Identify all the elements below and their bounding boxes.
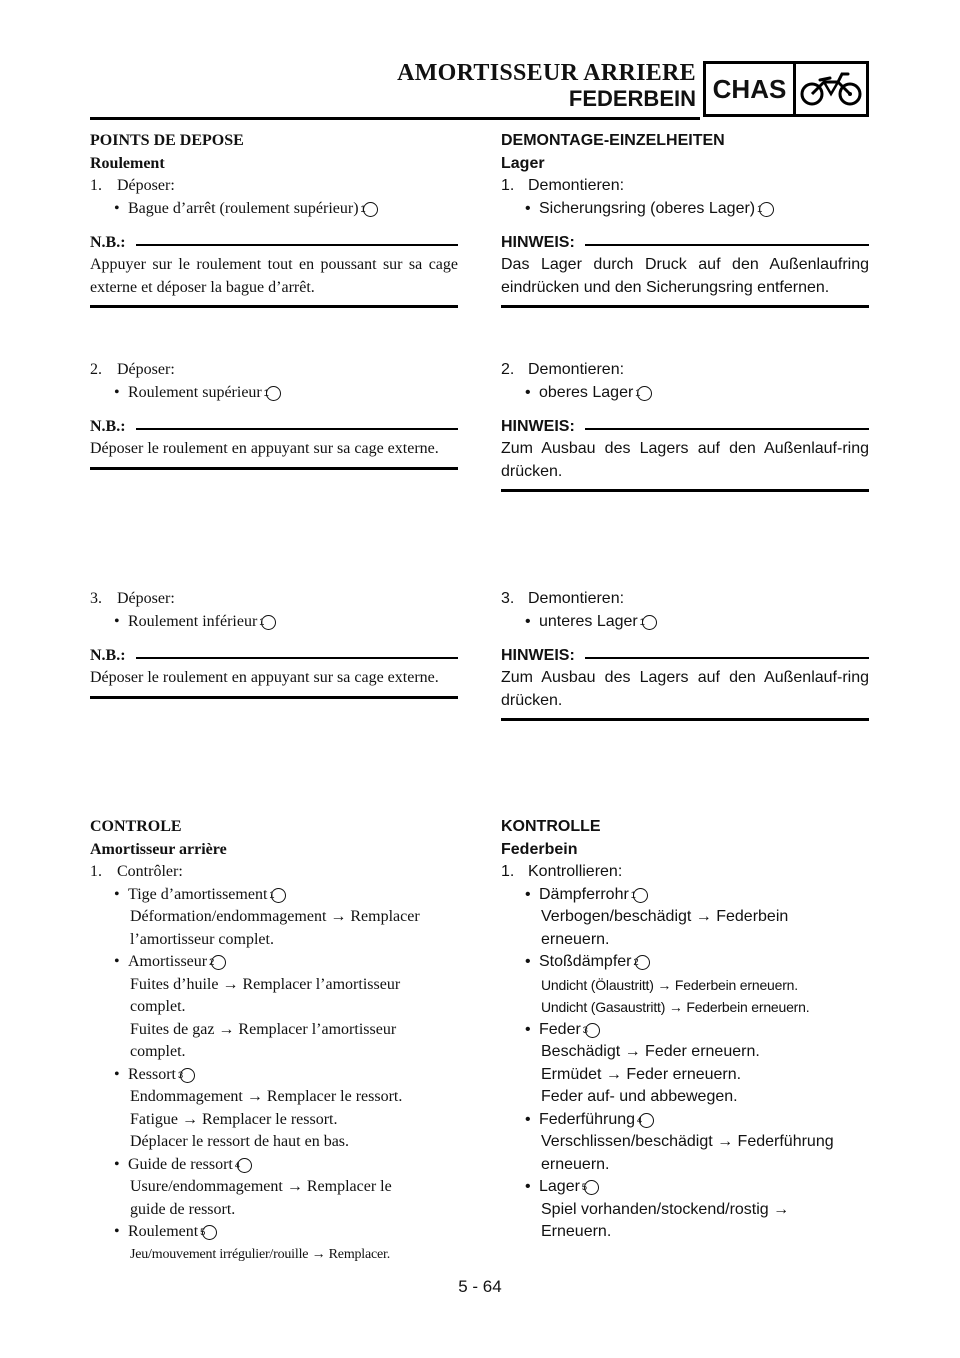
section-inspection-de: [501, 816, 869, 1244]
section-title: CONTROLE: [90, 818, 182, 835]
inspection-list: [501, 884, 869, 1244]
column-french: [90, 130, 458, 1270]
inspection-detail: Fuites d’huile → Remplacer l’amortisseur: [130, 975, 401, 993]
inspection-item: • Roulement 5: [90, 1221, 458, 1244]
note-text: Zum Ausbau des Lagers auf den Außenlauf-ring drücken.: [501, 440, 869, 480]
step-3-block-fr: [90, 588, 458, 699]
inspection-item: • Dämpferrohr 1: [501, 884, 869, 907]
inspection-detail: Spiel vorhanden/stockend/rostig →: [541, 1200, 790, 1218]
inspection-detail: Fatigue → Remplacer le ressort.: [130, 1110, 338, 1128]
bullet-item: • Roulement inférieur 1: [90, 611, 458, 634]
section-title: KONTROLLE: [501, 818, 601, 835]
note-text: Déposer le roulement en appuyant sur sa cage externe.: [90, 440, 439, 457]
ref-number: 4: [639, 1113, 654, 1128]
section-removal-fr: [90, 130, 458, 308]
inspection-detail: Endommagement → Remplacer le ressort.: [130, 1088, 403, 1105]
step-1: 1. Déposer:: [90, 177, 175, 194]
note-label: N.B.:: [90, 233, 126, 251]
header-title-fr: AMORTISSEUR ARRIERE: [397, 60, 696, 86]
inspection-detail: Verschlissen/beschädigt → Federführung: [541, 1133, 834, 1150]
ref-number: 1: [271, 888, 286, 903]
ref-number: 5: [584, 1180, 599, 1195]
bullet-item: • Sicherungsring (oberes Lager) 1: [501, 198, 869, 221]
step-2: 2. Déposer:: [90, 361, 175, 378]
note-box: [90, 232, 458, 308]
inspection-item: • Amortisseur 2: [90, 951, 458, 974]
note-box: [501, 232, 869, 308]
bullet-item: • unteres Lager 1: [501, 611, 869, 634]
note-label: N.B.:: [90, 417, 126, 435]
step-2-block-fr: [90, 359, 458, 470]
inspection-item: • Lager 5: [501, 1176, 869, 1199]
note-box: [90, 416, 458, 470]
step-3: 3. Demontieren:: [501, 590, 625, 607]
ref-number: 2: [635, 955, 650, 970]
ref-number: 2: [211, 955, 226, 970]
ref-number: 1: [261, 615, 276, 630]
page-number: 5 - 64: [458, 1277, 502, 1296]
inspection-detail: guide de ressort.: [130, 1200, 236, 1218]
step-2-block-de: [501, 359, 869, 492]
inspection-item: • Stoßdämpfer 2: [501, 951, 869, 974]
inspection-item: • Guide de ressort 4: [90, 1154, 458, 1177]
ref-number: 5: [202, 1225, 217, 1240]
section-label: CHAS: [706, 64, 796, 114]
ref-number: 1: [633, 888, 648, 903]
note-label: HINWEIS:: [501, 417, 575, 435]
inspection-detail: Undicht (Gasaustritt) → Federbein erneuern.: [541, 999, 810, 1015]
step-1: 1. Kontrollieren:: [501, 863, 623, 880]
ref-number: 1: [266, 386, 281, 401]
inspection-detail: l’amortisseur complet.: [130, 930, 274, 948]
step-2: 2. Demontieren:: [501, 361, 625, 378]
section-inspection-fr: [90, 816, 458, 1266]
header-rule: [90, 117, 700, 120]
step-1: 1. Contrôler:: [90, 863, 183, 880]
motorcycle-icon: [796, 64, 866, 114]
ref-number: 4: [237, 1158, 252, 1173]
section-subtitle: Federbein: [501, 840, 578, 858]
ref-number: 1: [637, 386, 652, 401]
ref-number: 1: [363, 202, 378, 217]
inspection-item: • Ressort 3: [90, 1064, 458, 1087]
inspection-item: • Tige d’amortissement 1: [90, 884, 458, 907]
note-text: Déposer le roulement en appuyant sur sa cage externe.: [90, 669, 439, 686]
section-subtitle: Lager: [501, 154, 545, 172]
section-title: POINTS DE DEPOSE: [90, 132, 244, 149]
note-label: HINWEIS:: [501, 233, 575, 251]
step-1: 1. Demontieren:: [501, 177, 625, 194]
inspection-detail: Undicht (Ölaustritt) → Federbein erneuern.: [541, 976, 798, 993]
note-box: [501, 416, 869, 492]
inspection-detail: erneuern.: [541, 930, 610, 948]
inspection-item: • Feder 3: [501, 1019, 869, 1042]
inspection-detail: Déformation/endommagement → Remplacer: [130, 908, 420, 925]
bullet-item: • Bague d’arrêt (roulement supérieur) 1: [90, 198, 458, 221]
note-label: HINWEIS:: [501, 646, 575, 664]
inspection-detail: complet.: [130, 998, 186, 1015]
header-title-de: FEDERBEIN: [568, 86, 696, 111]
note-box: [90, 645, 458, 699]
note-text: Appuyer sur le roulement tout en poussant sur sa cage externe et déposer la bague d’arrêt.: [90, 256, 458, 296]
section-removal-de: [501, 130, 869, 308]
inspection-list: [90, 884, 458, 1267]
ref-number: 3: [585, 1023, 600, 1038]
ref-number: 1: [759, 202, 774, 217]
note-text: Das Lager durch Druck auf den Außenlaufring eindrücken und den Sicherungsring entfernen.: [501, 256, 869, 296]
note-box: [501, 645, 869, 721]
section-subtitle: Roulement: [90, 154, 165, 172]
inspection-detail: erneuern.: [541, 1155, 610, 1173]
inspection-detail: Jeu/mouvement irrégulier/rouille → Remplacer.: [130, 1246, 391, 1262]
note-text: Zum Ausbau des Lagers auf den Außenlauf-ring drücken.: [501, 669, 869, 709]
bullet-item: • oberes Lager 1: [501, 382, 869, 405]
note-label: N.B.:: [90, 646, 126, 664]
inspection-item: • Federführung 4: [501, 1109, 869, 1132]
inspection-detail: Erneuern.: [541, 1223, 612, 1240]
step-3: 3. Déposer:: [90, 590, 175, 607]
inspection-detail: Beschädigt → Feder erneuern.: [541, 1043, 760, 1060]
section-subtitle: Amortisseur arrière: [90, 840, 227, 858]
inspection-detail: Feder auf- und abbewegen.: [541, 1088, 738, 1105]
ref-number: 3: [180, 1068, 195, 1083]
column-german: [501, 130, 869, 1270]
inspection-detail: complet.: [130, 1043, 186, 1060]
section-title: DEMONTAGE-EINZELHEITEN: [501, 132, 725, 149]
inspection-detail: Ermüdet → Feder erneuern.: [541, 1065, 742, 1083]
inspection-detail: Fuites de gaz → Remplacer l’amortisseur: [130, 1020, 397, 1038]
section-badge: [703, 61, 869, 117]
inspection-detail: Déplacer le ressort de haut en bas.: [130, 1133, 350, 1150]
step-3-block-de: [501, 588, 869, 721]
inspection-detail: Usure/endommagement → Remplacer le: [130, 1178, 392, 1195]
bullet-item: • Roulement supérieur 1: [90, 382, 458, 405]
inspection-detail: Verbogen/beschädigt → Federbein: [541, 908, 789, 925]
ref-number: 1: [642, 615, 657, 630]
